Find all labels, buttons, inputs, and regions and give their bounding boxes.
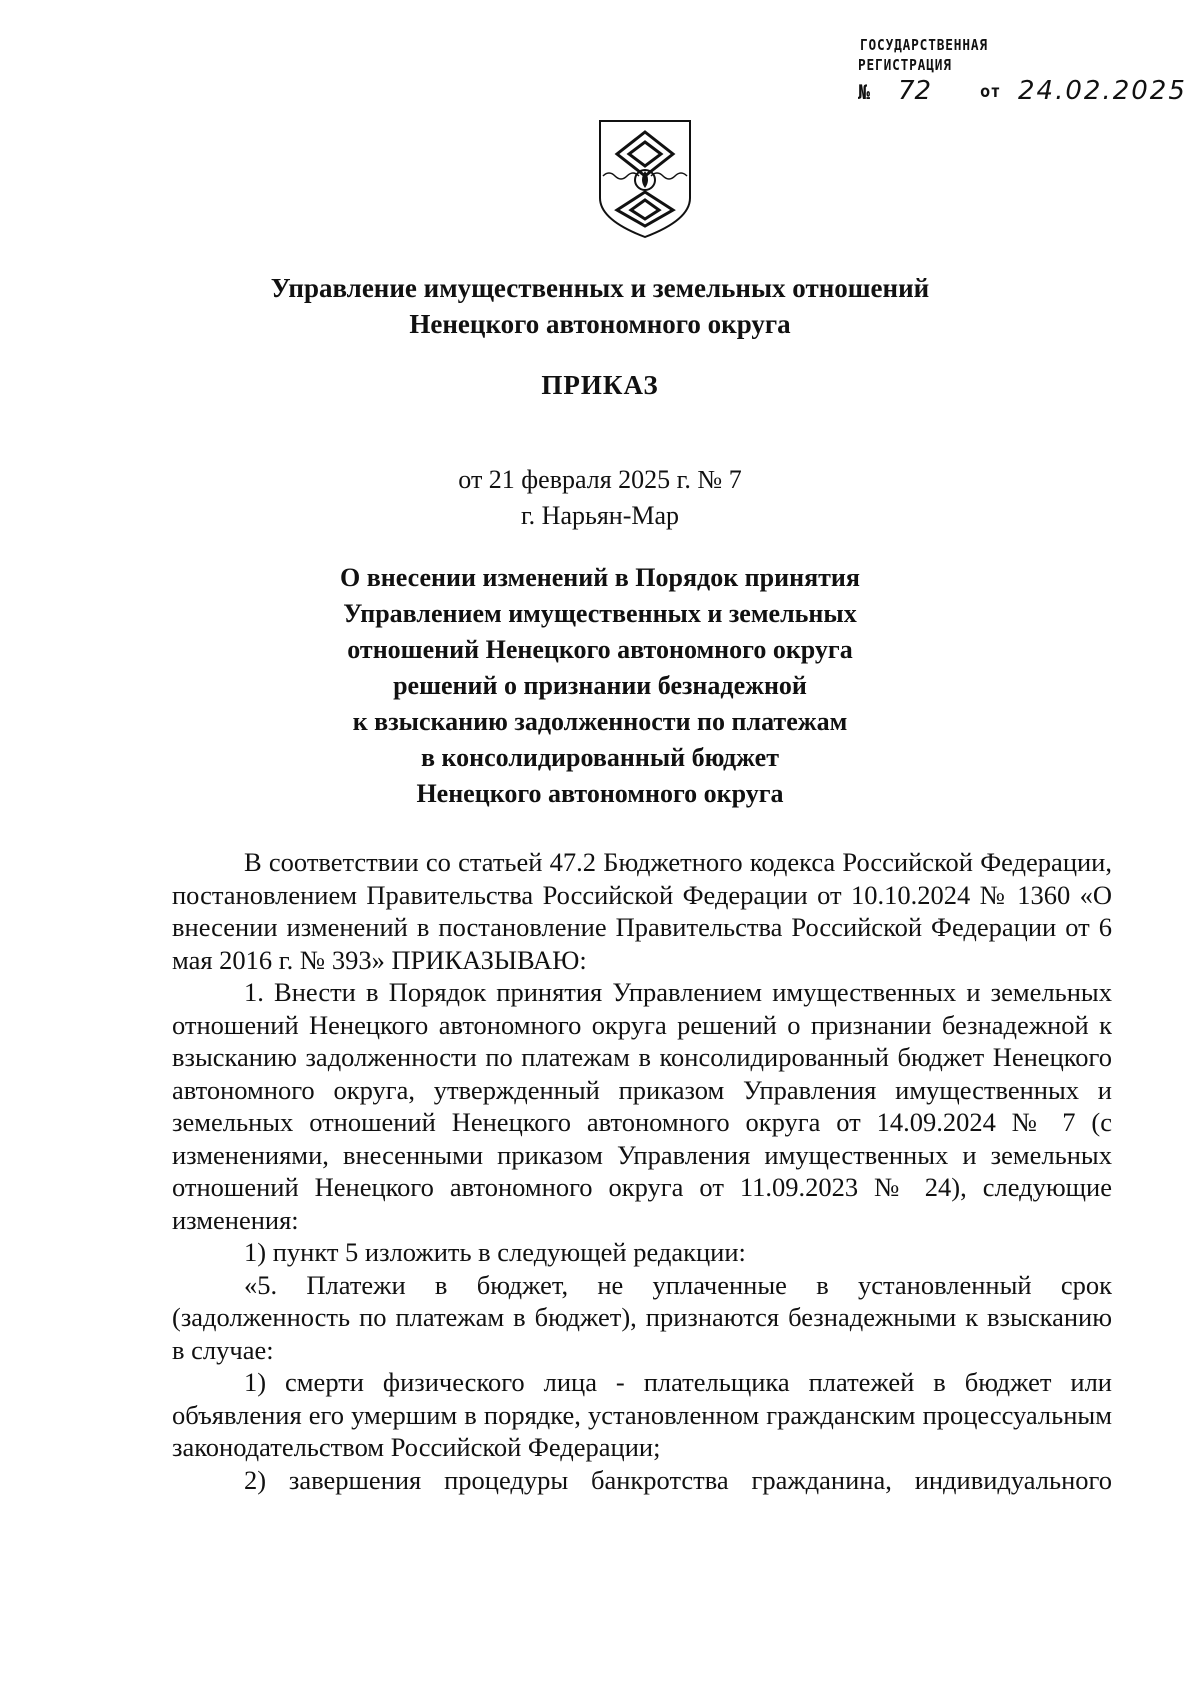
subject-line: отношений Ненецкого автономного округа — [347, 635, 853, 664]
stamp-line-2: РЕГИСТРАЦИЯ — [858, 56, 952, 74]
coat-of-arms-icon — [595, 118, 695, 240]
stamp-from: от — [980, 82, 1001, 102]
org-line-2: Ненецкого автономного округа — [409, 309, 791, 339]
stamp-number: 72 — [898, 76, 932, 106]
document-type: ПРИКАЗ — [541, 370, 659, 400]
case-1-paragraph: 1) смерти физического лица - плательщика платежей в бюджет или объявления его умершим в порядке, установленном гражданским процессуальным законодательством Российской Федерации; — [172, 1367, 1112, 1462]
order-subject — [120, 560, 1080, 812]
subject-line: к взысканию задолженности по платежам — [352, 707, 848, 736]
stamp-line-1: ГОСУДАРСТВЕННАЯ — [860, 36, 988, 54]
subject-line: Управлением имущественных и земельных — [343, 599, 857, 628]
sub-item-1-paragraph: 1) пункт 5 изложить в следующей редакции: — [244, 1237, 746, 1267]
subject-line: решений о признании безнадежной — [393, 671, 807, 700]
org-line-1: Управление имущественных и земельных отношений — [270, 273, 930, 303]
stamp-number-sign: № — [858, 80, 871, 104]
registration-stamp — [858, 36, 1187, 116]
subject-line: в консолидированный бюджет — [420, 743, 779, 772]
preamble-paragraph: В соответствии со статьей 47.2 Бюджетного кодекса Российской Федерации, постановлением Правительства Российской Федерации от 10.10.2024 № 1360 «О внесении изменений в постановление Правительства Российской Федерации от 6 мая 2016 г. № 393» ПРИКАЗЫВАЮ: — [172, 847, 1112, 975]
order-date-number: от 21 февраля 2025 г. № 7 — [458, 465, 742, 494]
order-body — [172, 846, 1112, 1496]
subject-line: О внесении изменений в Порядок принятия — [340, 563, 860, 592]
subject-line: Ненецкого автономного округа — [416, 779, 784, 808]
quote-point-5-paragraph: «5. Платежи в бюджет, не уплаченные в установленный срок (задолженность по платежам в бюджет), признаются безнадежными к взысканию в случае: — [172, 1269, 1112, 1365]
stamp-date: 24.02.2025 — [1018, 76, 1187, 106]
case-2-paragraph: 2) завершения процедуры банкротства гражданина, индивидуального — [244, 1464, 1112, 1495]
order-city: г. Нарьян-Мар — [520, 501, 680, 530]
organization-name — [120, 270, 1080, 342]
item-1-paragraph: 1. Внести в Порядок принятия Управлением имущественных и земельных отношений Ненецкого автономного округа решений о признании безнадежной к взысканию задолженности по платежам в консолидированный бюджет Ненецкого автономного округа, утвержденный приказом Управления имущественных и земельных отношений Ненецкого автономного округа от 14.09.2024 № 7 (с изменениями, внесенными приказом Управления имущественных и земельных отношений Ненецкого автономного округа от 11.09.2023 № 24), следующие изменения: — [172, 977, 1112, 1235]
